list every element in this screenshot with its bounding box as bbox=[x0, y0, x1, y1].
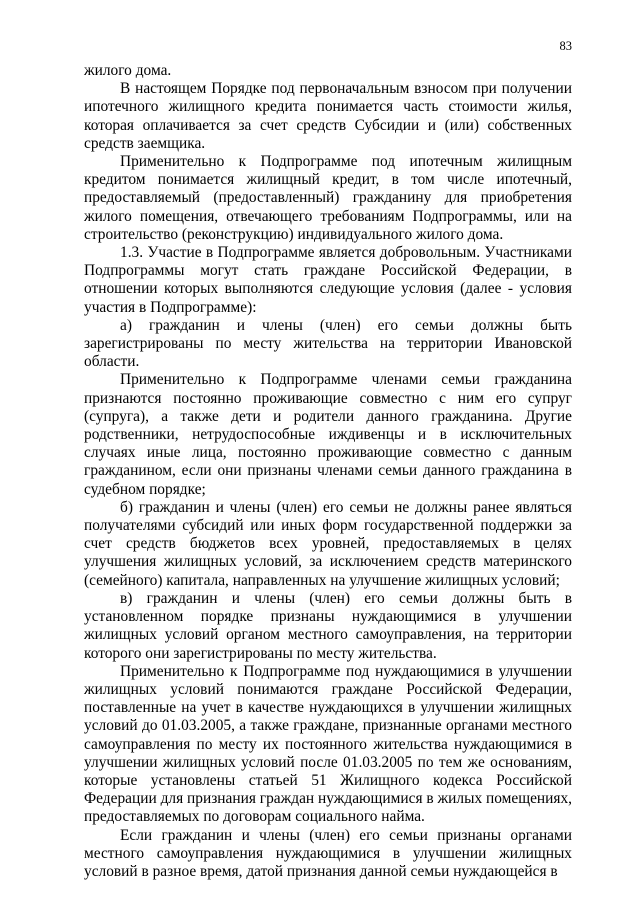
paragraph-family-members: Применительно к Подпрограмме членами семьи гражданина признаются постоянно проживающие совместно с ним его супруг (супруга), а также дети и родители данного гражданина. Другие родственники, нетрудоспособные иждивенцы и в исключительных случаях иные лица, постоянно проживающие совместно с данным гражданином, если они признаны членами семьи данного гражданина в судебном порядке; bbox=[84, 371, 572, 498]
page-number: 83 bbox=[559, 39, 572, 53]
paragraph-condition-a: а) гражданин и члены (член) его семьи должны быть зарегистрированы по месту жительства на территории Ивановской области. bbox=[84, 316, 572, 371]
paragraph-mortgage-definition: Применительно к Подпрограмме под ипотечным жилищным кредитом понимается жилищный кредит, в том числе ипотечный, предоставляемый (предоставленный) гражданину для приобретения жилого помещения, отвечающего требованиям Подпрограммы, или на строительство (реконструкцию) индивидуального жилого дома. bbox=[84, 153, 572, 243]
paragraph-continuation: жилого дома. bbox=[84, 62, 172, 79]
paragraph-condition-b: б) гражданин и члены (член) его семьи не должны ранее являться получателями субсидий или иных форм государственной поддержки за счет средств бюджетов всех уровней, предоставляемых в целях улучшения жилищных условий, за исключением средств материнского (семейного) капитала, направленных на улучшение жилищных условий; bbox=[84, 498, 572, 589]
paragraph-initial-payment: В настоящем Порядке под первоначальным взносом при получении ипотечного жилищного кредита понимается часть стоимости жилья, которая оплачивается за счет средств Субсидии и (или) собственных средств заемщика. bbox=[84, 80, 572, 152]
paragraph-condition-c: в) гражданин и члены (член) его семьи должны быть в установленном порядке признаны нуждающимися в улучшении жилищных условий органом местного самоуправления, на территории которого они зарегистрированы по месту жительства. bbox=[84, 589, 572, 662]
paragraph-section-1-3: 1.3. Участие в Подпрограмме является добровольным. Участниками Подпрограммы могут стать граждане Российской Федерации, в отношении которых выполняются следующие условия (далее - условия участия в Подпрограмме): bbox=[84, 244, 572, 316]
document-body bbox=[84, 62, 572, 881]
paragraph-needy-definition: Применительно к Подпрограмме под нуждающимися в улучшении жилищных условий понимаются граждане Российской Федерации, поставленные на учет в качестве нуждающихся в улучшении жилищных условий до 01.03.2005, а также граждане, признанные органами местного самоуправления по месту их постоянного жительства нуждающимися в улучшении жилищных условий после 01.03.2005 по тем же основаниям, которые установлены статьей 51 Жилищного кодекса Российской Федерации для признания граждан нуждающимися в жилых помещениях, предоставляемых по договорам социального найма. bbox=[84, 662, 572, 826]
paragraph-recognition-date: Если гражданин и члены (член) его семьи признаны органами местного самоуправления нуждающимися в улучшении жилищных условий в разное время, датой признания данной семьи нуждающейся в bbox=[84, 826, 572, 880]
